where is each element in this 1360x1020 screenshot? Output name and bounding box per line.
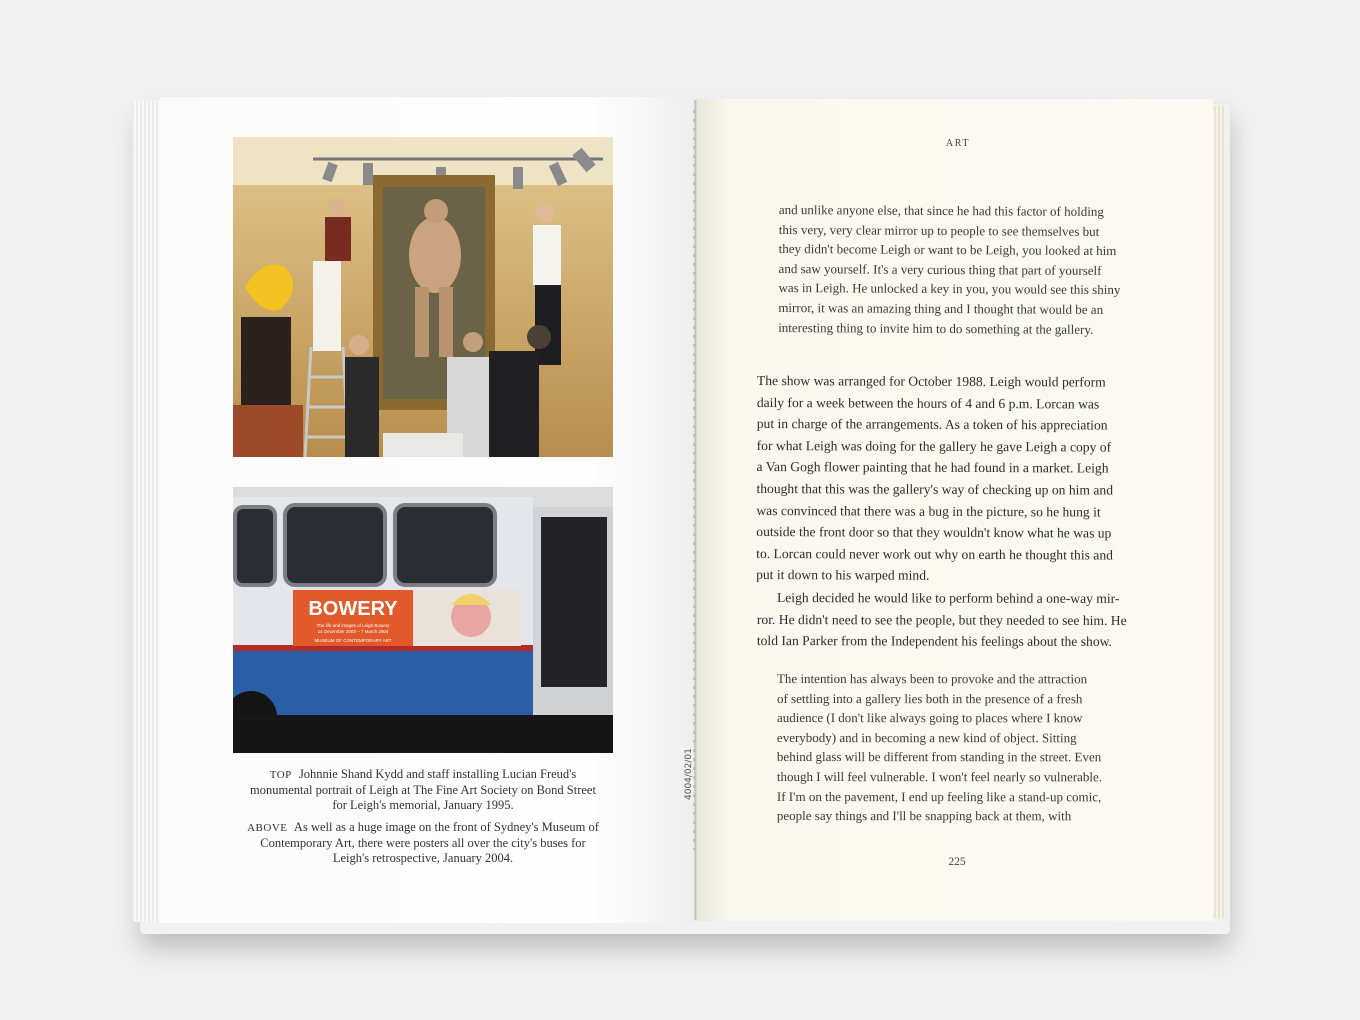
quote-line: The intention has always been to provoke and the attraction <box>776 671 1088 687</box>
body-paragraph-1 <box>756 370 1157 588</box>
body-line: The show was arranged for October 1988. Leigh would perform <box>756 372 1106 390</box>
caption-top-text: Johnnie Shand Kydd and staff installing Lucian Freud's monumental portrait of Leigh at The Fine Art Society on Bond Street for Leigh's memorial, January 1995. <box>250 767 596 812</box>
body-line: Leigh decided he would like to perform behind a one-way mir- <box>776 590 1120 606</box>
quote-line: was in Leigh. He unlocked a key in you, you would see this shiny <box>778 280 1121 298</box>
bus-illustration <box>233 487 613 753</box>
body-line: put it down to his warped mind. <box>756 567 930 584</box>
quote-line: audience (I don't like always going to places where I know <box>776 710 1083 726</box>
quote-line: If I'm on the pavement, I end up feeling like a stand-up comic, <box>776 788 1102 804</box>
body-line: was convinced that there was a bug in the picture, so he hung it <box>756 502 1101 520</box>
quote-block-1 <box>778 200 1159 339</box>
body-line: outside the front door so that they wouldn't know what he was up <box>756 524 1112 541</box>
bus-poster-dates: 14 December 2003 – 7 March 2004 <box>317 629 389 634</box>
gutter-stitching <box>693 110 695 850</box>
body-line: a Van Gogh flower painting that he had found in a market. Leigh <box>756 459 1109 476</box>
gallery-installation-photo <box>233 137 613 457</box>
quote-line: interesting thing to invite him to do something at the gallery. <box>778 319 1094 337</box>
caption-above-tag: ABOVE <box>247 822 288 834</box>
gallery-installation-illustration <box>233 137 613 457</box>
quote-line: this very, very clear mirror up to people to see themselves but <box>778 221 1100 239</box>
page-number: 225 <box>948 856 966 868</box>
caption-above-text: As well as a huge image on the front of Sydney's Museum of Contemporary Art, there were posters all over the city's buses for Leigh's retrospective, January 2004. <box>260 820 599 865</box>
running-head: ART <box>945 138 971 149</box>
body-line: told Ian Parker from the Independent his feelings about the show. <box>756 633 1112 650</box>
quote-line: and unlike anyone else, that since he had this factor of holding <box>778 201 1104 219</box>
caption-top-tag: TOP <box>269 769 292 781</box>
quote-line: of settling into a gallery lies both in the presence of a fresh <box>776 690 1083 706</box>
quote-line: everybody) and in becoming a new kind of object. Sitting <box>776 729 1077 746</box>
body-line: ror. He didn't need to see the people, but they needed to see him. He <box>756 611 1127 628</box>
bus-poster-headline: BOWERY <box>308 598 398 620</box>
sydney-bus-photo <box>233 487 613 753</box>
quote-block-2 <box>777 669 1157 826</box>
caption-top-photo <box>243 767 603 813</box>
quote-line: they didn't become Leigh or want to be Leigh, you looked at him <box>778 241 1117 259</box>
caption-above-photo <box>243 820 603 866</box>
body-line: for what Leigh was doing for the gallery he gave Leigh a copy of <box>756 437 1112 455</box>
bus-poster-venue: MUSEUM OF CONTEMPORARY ART <box>314 638 392 643</box>
quote-line: people say things and I'll be snapping back at them, with <box>776 808 1072 824</box>
body-paragraph-2 <box>757 587 1157 653</box>
body-line: thought that this was the gallery's way of checking up on him and <box>756 480 1114 498</box>
quote-line: and saw yourself. It's a very curious thing that part of yourself <box>778 260 1102 278</box>
spine-print-mark: 4004/02/01 <box>684 748 694 800</box>
quote-line: though I will feel vulnerable. I won't feel nearly so vulnerable. <box>776 768 1102 785</box>
body-line: to. Lorcan could never work out why on earth he thought this and <box>756 545 1113 563</box>
body-line: put in charge of the arrangements. As a token of his appreciation <box>756 416 1108 433</box>
bus-poster-subline: The life and images of Leigh Bowery <box>316 623 390 628</box>
body-line: daily for a week between the hours of 4 and 6 p.m. Lorcan was <box>756 394 1100 412</box>
quote-line: behind glass will be different from standing in the street. Even <box>776 749 1102 765</box>
quote-line: mirror, it was an amazing thing and I thought that would be an <box>778 299 1104 317</box>
